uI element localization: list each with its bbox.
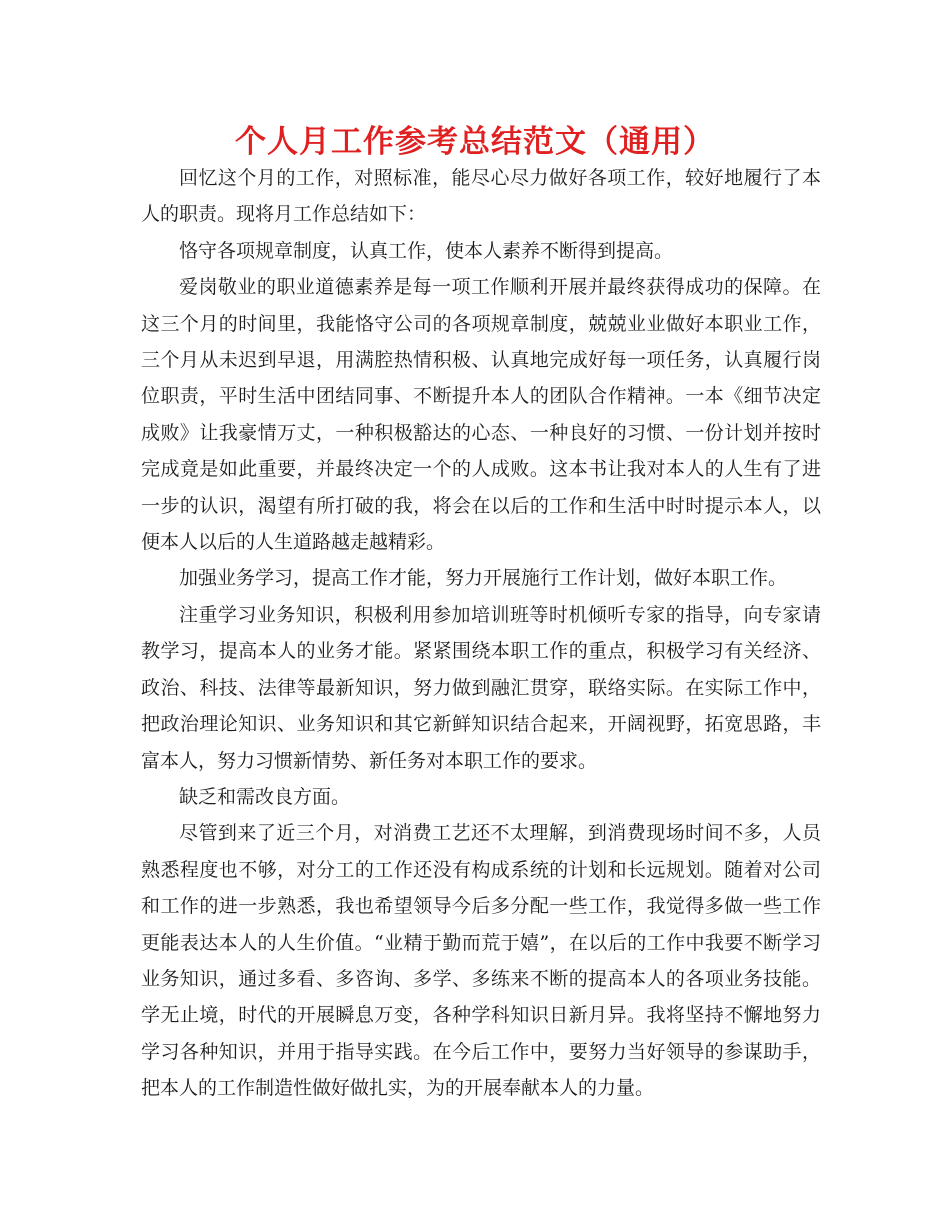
paragraph-intro: 回忆这个月的工作，对照标准，能尽心尽力做好各项工作，较好地履行了本人的职责。现将月工作总结如下： [141,167,821,226]
document-body [141,160,821,1107]
paragraph-heading-rules: 恪守各项规章制度，认真工作，使本人素养不断得到提高。 [179,239,674,262]
paragraph-professional-ethics: 爱岗敬业的职业道德素养是每一项工作顺利开展并最终获得成功的保障。在这三个月的时间里，我能恪守公司的各项规章制度，兢兢业业做好本职业工作，三个月从未迟到早退，用满腔热情积极、认真地完成好每一项任务，认真履行岗位职责，平时生活中团结同事、不断提升本人的团队合作精神。一本《细节决定成败》让我豪情万丈，一种积极豁达的心态、一种良好的习惯、一份计划并按时完成竟是如此重要，并最终决定一个的人成败。这本书让我对本人的人生有了进一步的认识，渴望有所打破的我，将会在以后的工作和生活中时时提示本人，以便本人以后的人生道路越走越精彩。 [141,276,821,554]
document-title: 个人月工作参考总结范文（通用） [235,124,715,160]
paragraph-improvement: 尽管到来了近三个月，对消费工艺还不太理解，到消费现场时间不多，人员熟悉程度也不够，对分工的工作还没有构成系统的计划和长远规划。随着对公司和工作的进一步熟悉，我也希望领导今后多分配一些工作，我觉得多做一些工作更能表达本人的人生价值。“业精于勤而荒于嬉”，在以后的工作中我要不断学习业务知识，通过多看、多咨询、多学、多练来不断的提高本人的各项业务技能。学无止境，时代的开展瞬息万变，各种学科知识日新月异。我将坚持不懈地努力学习各种知识，并用于指导实践。在今后工作中，要努力当好领导的参谋助手，把本人的工作制造性做好做扎实，为的开展奉献本人的力量。 [141,822,821,1100]
paragraph-business-knowledge: 注重学习业务知识，积极利用参加培训班等时机倾听专家的指导，向专家请教学习，提高本人的业务才能。紧紧围绕本职工作的重点，积极学习有关经济、政治、科技、法律等最新知识，努力做到融汇贯穿，联络实际。在实际工作中，把政治理论知识、业务知识和其它新鲜知识结合起来，开阔视野，拓宽思路，丰富本人，努力习惯新情势、新任务对本职工作的要求。 [141,603,821,772]
paragraph-heading-shortcomings: 缺乏和需改良方面。 [179,785,351,808]
paragraph-heading-study: 加强业务学习，提高工作才能，努力开展施行工作计划，做好本职工作。 [179,567,788,590]
